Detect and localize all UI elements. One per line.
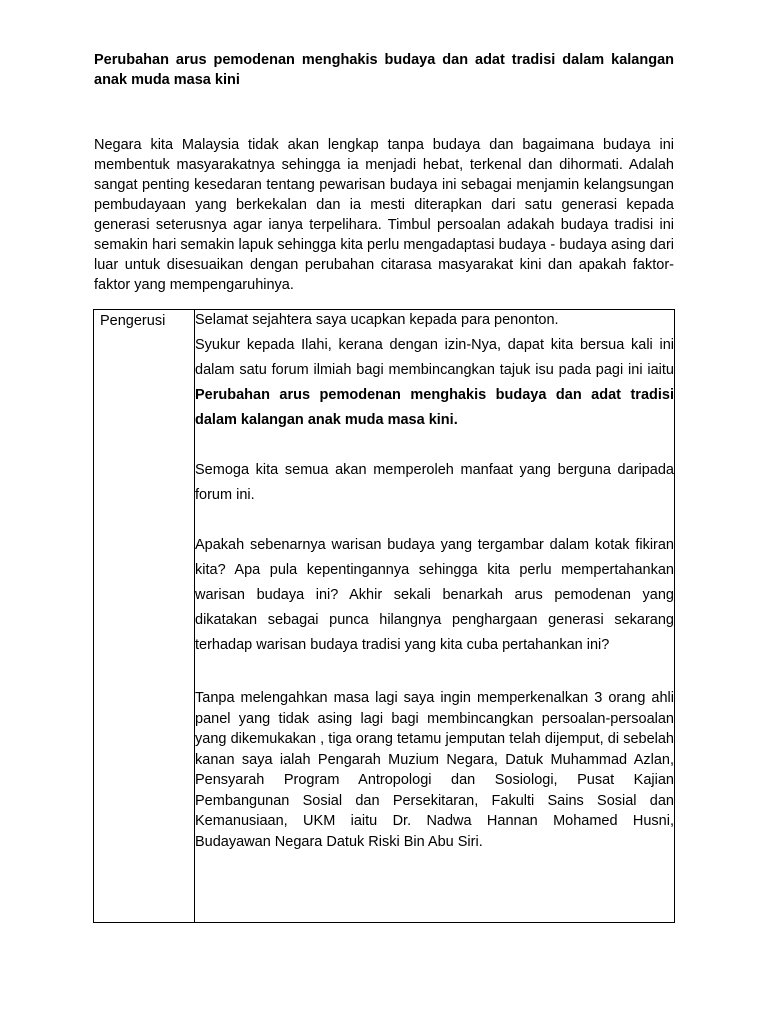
paragraph-spacer xyxy=(195,433,674,458)
intro-paragraph: Negara kita Malaysia tidak akan lengkap tanpa budaya dan bagaimana budaya ini membentuk masyarakatnya sehingga ia menjadi hebat, terkenal dan dihormati. Adalah sangat penting kesedaran tentang pewarisan budaya ini sebagai menjamin kelangsungan pembudayaan yang berkekalan dan ia mesti diterapkan dari satu generasi kepada generasi seterusnya agar ianya terpelihara. Timbul persoalan adakah budaya tradisi ini semakin hari semakin lapuk sehingga kita perlu mengadaptasi budaya - budaya asing dari luar untuk disesuaikan dengan perubahan citarasa masyarakat kini dan apakah faktor-faktor yang mempengaruhinya. xyxy=(94,137,674,293)
panel-introduction-paragraph: Tanpa melengahkan masa lagi saya ingin memperkenalkan 3 orang ahli panel yang tidak asing lagi bagi membincangkan persoalan-persoalan yang dikemukakan , tiga orang tetamu jemputan telah dijemput, di sebelah kanan saya ialah Pengarah Muzium Negara, Datuk Muhammad Azlan, Pensyarah Program Antropologi dan Sosiologi, Pusat Kajian Pembangunan Sosial dan Persekitaran, Fakulti Sains Sosial dan Kemanusiaan, UKM iaitu Dr. Nadwa Hannan Mohamed Husni, Budayawan Negara Datuk Riski Bin Abu Siri. xyxy=(195,690,674,850)
paragraph-spacer xyxy=(195,508,674,533)
questions-paragraph: Apakah sebenarnya warisan budaya yang tergambar dalam kotak fikiran kita? Apa pula kepentingannya sehingga kita perlu mempertahankan warisan budaya ini? Akhir sekali benarkah arus pemodenan yang dikatakan sebagai punca hilangnya penghargaan generasi sekarang terhadap warisan budaya tradisi yang kita cuba pertahankan ini? xyxy=(195,537,674,653)
hope-paragraph: Semoga kita semua akan memperoleh manfaat yang berguna daripada forum ini. xyxy=(195,462,674,503)
role-cell xyxy=(94,310,195,923)
role-label: Pengerusi xyxy=(100,313,166,329)
paragraph-spacer xyxy=(195,658,674,688)
document-title: Perubahan arus pemodenan menghakis budaya dan adat tradisi dalam kalangan anak muda masa kini xyxy=(94,52,674,88)
greeting-text: Selamat sejahtera saya ucapkan kepada para penonton. xyxy=(195,312,559,328)
table-row xyxy=(94,310,675,923)
opening-paragraph xyxy=(195,333,674,433)
speech-cell xyxy=(195,310,675,923)
forum-topic: Perubahan arus pemodenan menghakis budaya dan adat tradisi dalam kalangan anak muda masa kini. xyxy=(195,387,674,428)
forum-script-table xyxy=(93,309,675,923)
opening-text: Syukur kepada Ilahi, kerana dengan izin-Nya, dapat kita bersua kali ini dalam satu forum ilmiah bagi membincangkan tajuk isu pada pagi ini iaitu xyxy=(195,337,674,378)
